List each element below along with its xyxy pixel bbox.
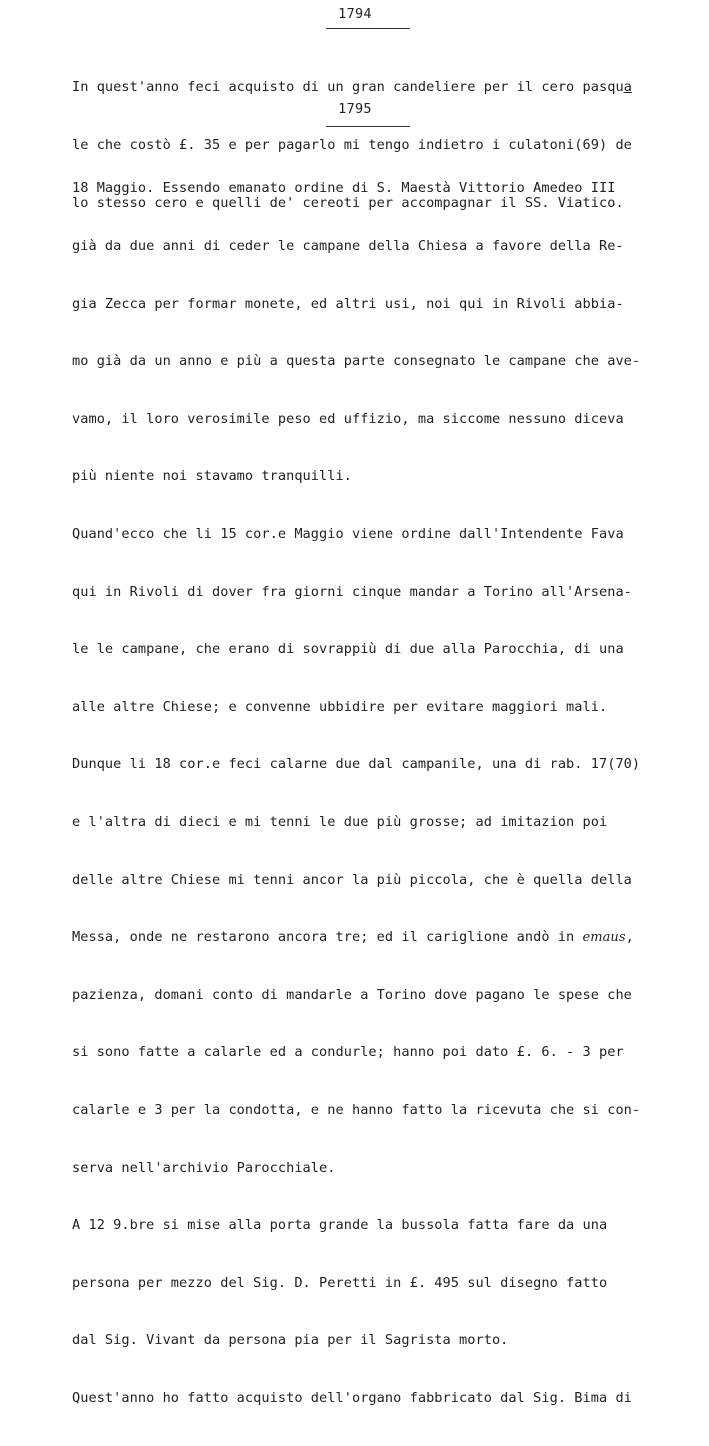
text-line: qui in Rivoli di dover fra giorni cinque mandar a Torino all'Arsena- xyxy=(72,583,632,600)
text-line: mo già da un anno e più a questa parte consegnato le campane che ave- xyxy=(72,353,641,370)
year-heading-1794: 1794 xyxy=(338,6,372,22)
year-heading-1795: 1795 xyxy=(338,101,372,117)
text-line: delle altre Chiese mi tenni ancor la più piccola, che è quella della xyxy=(72,871,632,888)
text-line: persona per mezzo del Sig. D. Peretti in £. 495 sul disegno fatto xyxy=(72,1274,608,1291)
text-line: alle altre Chiese; e convenne ubbidire per evitare maggiori mali. xyxy=(72,698,608,715)
text-line: già da due anni di ceder le campane della Chiesa a favore della Re- xyxy=(72,238,624,254)
heading-rule-1794 xyxy=(326,28,410,29)
text-line: dal Sig. Vivant da persona pia per il Sagrista morto. xyxy=(72,1332,509,1349)
italic-word: emaus xyxy=(582,930,626,946)
text-line: le le campane, che erano di sovrappiù di due alla Parocchia, di una xyxy=(72,641,624,658)
text-line: 18 Maggio. Essendo emanato ordine di S. Maestà Vittorio Amedeo III xyxy=(72,180,616,197)
text-line: e l'altra di dieci e mi tenni le due più grosse; ad imitazion poi xyxy=(72,813,608,830)
text-line: vamo, il loro verosimile peso ed uffizio, ma siccome nessuno diceva xyxy=(72,410,624,427)
text-line: le che costò £. 35 e per pagarlo mi tengo indietro i culatoni(69) de xyxy=(72,137,632,153)
underlined-char: a xyxy=(623,79,632,96)
paragraph-1795 xyxy=(72,141,702,1446)
text-line: pazienza, domani conto di mandarle a Torino dove pagano le spese che xyxy=(72,986,632,1003)
text-line: lo stesso cero e quelli de' cereoti per accompagnar il SS. Viatico. xyxy=(72,194,624,211)
text-line: A 12 9.bre si mise alla porta grande la bussola fatta fare da una xyxy=(72,1217,608,1234)
text-line: Dunque li 18 cor.e feci calarne due dal campanile, una di rab. 17(70) xyxy=(72,756,641,773)
text-line: si sono fatte a calarle ed a condurle; hanno poi dato £. 6. - 3 per xyxy=(72,1044,624,1061)
text-line: In quest'anno feci acquisto di un gran candeliere per il cero pasqua xyxy=(72,79,632,96)
text-line: più niente noi stavamo tranquilli. xyxy=(72,468,352,485)
text-line: calarle e 3 per la condotta, e ne hanno fatto la ricevuta che si con- xyxy=(72,1101,641,1118)
text-line: gia Zecca per formar monete, ed altri usi, noi qui in Rivoli abbia- xyxy=(72,295,624,312)
text-line: Quest'anno ho fatto acquisto dell'organo fabbricato dal Sig. Bima di xyxy=(72,1389,632,1406)
text-line: Messa, onde ne restarono ancora tre; ed il cariglione andò in emaus, xyxy=(72,929,634,946)
heading-rule-1795 xyxy=(326,126,410,127)
text-line: Quand'ecco che li 15 cor.e Maggio viene ordine dall'Intendente Fava xyxy=(72,525,624,542)
text-line: serva nell'archivio Parocchiale. xyxy=(72,1159,336,1176)
